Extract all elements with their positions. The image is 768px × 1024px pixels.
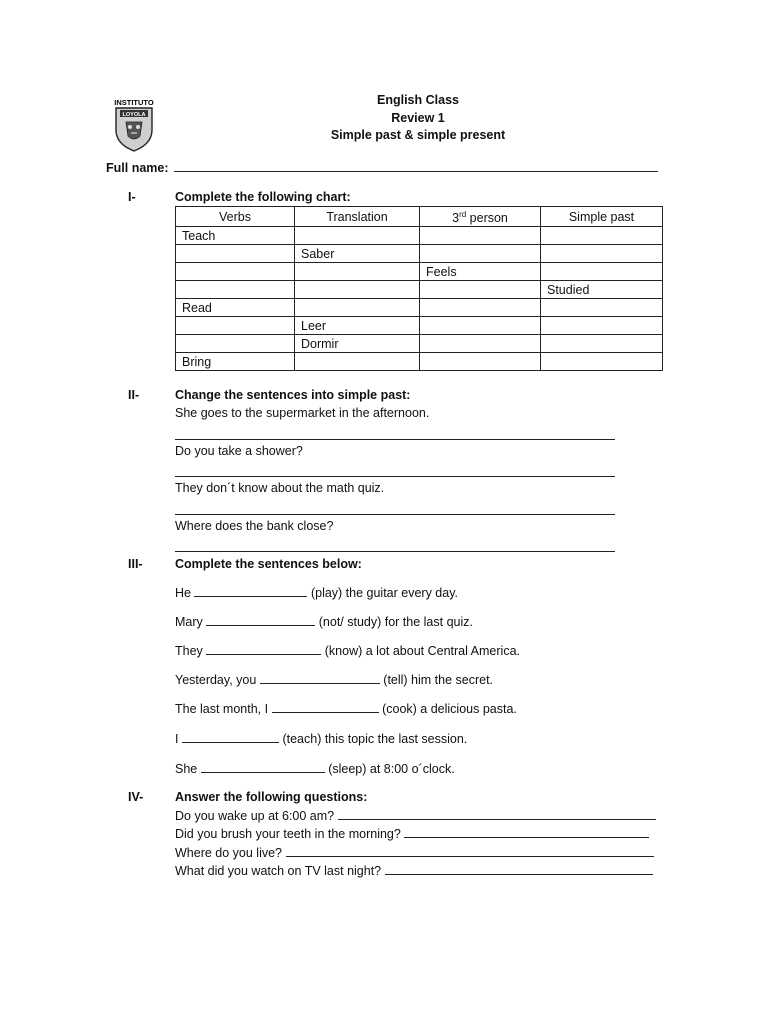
- fill-item-after: (cook) a delicious pasta.: [382, 702, 517, 716]
- sentence-3: They don´t know about the math quiz.: [175, 481, 385, 495]
- fill-item-before: He: [175, 586, 191, 600]
- question-text: Do you wake up at 6:00 am?: [175, 809, 335, 823]
- fill-blank[interactable]: [206, 614, 315, 626]
- section-2-title: Change the sentences into simple past:: [175, 388, 411, 402]
- question-1: [175, 808, 656, 823]
- fill-item-after: (play) the guitar every day.: [310, 586, 459, 600]
- fill-item-7: [175, 761, 455, 776]
- chart-cell[interactable]: [295, 227, 420, 245]
- fill-item-before: They: [175, 644, 203, 658]
- fill-blank[interactable]: [194, 585, 307, 597]
- section-4-number: IV-: [128, 790, 144, 804]
- table-row: [176, 245, 663, 263]
- fill-item-4: [175, 672, 493, 687]
- question-4: [175, 863, 653, 878]
- chart-cell[interactable]: [541, 263, 663, 281]
- fill-item-after: (tell) him the secret.: [383, 673, 494, 687]
- question-text: Did you brush your teeth in the morning?: [175, 827, 401, 841]
- table-row: [176, 317, 663, 335]
- fill-item-before: She: [175, 762, 198, 776]
- chart-cell: Dormir: [295, 335, 420, 353]
- chart-cell[interactable]: [176, 245, 295, 263]
- answer-line-1[interactable]: [175, 439, 615, 440]
- answer-blank[interactable]: [286, 845, 654, 857]
- chart-cell[interactable]: [295, 299, 420, 317]
- chart-header-verbs: Verbs: [176, 207, 295, 227]
- chart-cell[interactable]: [176, 281, 295, 299]
- table-row: [176, 227, 663, 245]
- fill-item-after: (not/ study) for the last quiz.: [318, 615, 473, 629]
- chart-cell[interactable]: [541, 353, 663, 371]
- logo-text-top: INSTITUTO: [114, 98, 154, 107]
- section-3-title: Complete the sentences below:: [175, 557, 362, 571]
- table-row: [176, 281, 663, 299]
- question-text: Where do you live?: [175, 846, 283, 860]
- fill-item-after: (know) a lot about Central America.: [324, 644, 520, 658]
- chart-cell[interactable]: [295, 263, 420, 281]
- chart-cell[interactable]: [420, 281, 541, 299]
- section-1-title: Complete the following chart:: [175, 190, 351, 204]
- table-row: [176, 299, 663, 317]
- table-row: [176, 353, 663, 371]
- answer-line-4[interactable]: [175, 551, 615, 552]
- chart-cell: Teach: [176, 227, 295, 245]
- chart-cell: Studied: [541, 281, 663, 299]
- chart-cell[interactable]: [541, 245, 663, 263]
- chart-cell[interactable]: [420, 353, 541, 371]
- chart-cell[interactable]: [176, 317, 295, 335]
- chart-cell[interactable]: [176, 335, 295, 353]
- full-name-label: Full name:: [106, 161, 169, 175]
- fill-blank[interactable]: [272, 701, 379, 713]
- fill-blank[interactable]: [182, 731, 279, 743]
- fill-item-6: [175, 731, 467, 746]
- answer-blank[interactable]: [404, 826, 649, 838]
- chart-header-translation: Translation: [295, 207, 420, 227]
- question-text: What did you watch on TV last night?: [175, 864, 382, 878]
- answer-blank[interactable]: [338, 808, 656, 820]
- fill-item-before: Yesterday, you: [175, 673, 257, 687]
- chart-cell[interactable]: [420, 299, 541, 317]
- chart-cell[interactable]: [541, 227, 663, 245]
- chart-cell[interactable]: [541, 299, 663, 317]
- chart-cell[interactable]: [541, 335, 663, 353]
- class-title: English Class: [377, 93, 459, 107]
- fill-item-before: I: [175, 732, 179, 746]
- topic-title: Simple past & simple present: [330, 128, 506, 142]
- answer-line-2[interactable]: [175, 476, 615, 477]
- fill-item-1: [175, 585, 458, 600]
- section-2-number: II-: [128, 388, 140, 402]
- fill-item-3: [175, 643, 520, 658]
- fill-item-5: [175, 701, 517, 716]
- fill-blank[interactable]: [206, 643, 321, 655]
- section-4-title: Answer the following questions:: [175, 790, 368, 804]
- logo-text-bottom: LOYOLA: [122, 112, 146, 118]
- chart-cell[interactable]: [541, 317, 663, 335]
- sentence-1: She goes to the supermarket in the afternoon.: [175, 406, 430, 420]
- fill-item-2: [175, 614, 473, 629]
- question-2: [175, 826, 649, 841]
- table-row: [176, 263, 663, 281]
- third-person-rest: person: [466, 211, 508, 226]
- fill-blank[interactable]: [201, 761, 325, 773]
- chart-cell[interactable]: [420, 227, 541, 245]
- chart-cell: Read: [176, 299, 295, 317]
- answer-line-3[interactable]: [175, 514, 615, 515]
- full-name-row: [106, 160, 658, 175]
- chart-cell[interactable]: [420, 335, 541, 353]
- answer-blank[interactable]: [385, 863, 653, 875]
- chart-cell[interactable]: [176, 263, 295, 281]
- section-3-number: III-: [128, 557, 143, 571]
- fill-item-after: (sleep) at 8:00 o´clock.: [328, 762, 455, 776]
- chart-cell[interactable]: [420, 245, 541, 263]
- worksheet-header: [0, 92, 768, 145]
- chart-cell: Feels: [420, 263, 541, 281]
- third-person-sup: rd: [459, 210, 467, 219]
- chart-cell[interactable]: [295, 353, 420, 371]
- third-person-num: 3: [452, 211, 460, 226]
- fill-item-before: The last month, I: [175, 702, 269, 716]
- table-row: [176, 335, 663, 353]
- fill-blank[interactable]: [260, 672, 380, 684]
- chart-header-row: [176, 207, 663, 227]
- chart-header-simple-past: Simple past: [541, 207, 663, 227]
- full-name-blank[interactable]: [174, 160, 658, 172]
- chart-cell: Leer: [295, 317, 420, 335]
- chart-cell[interactable]: [420, 317, 541, 335]
- fill-item-after: (teach) this topic the last session.: [282, 732, 468, 746]
- question-3: [175, 845, 654, 860]
- review-title: Review 1: [391, 110, 445, 125]
- verb-chart: [175, 206, 663, 371]
- fill-item-before: Mary: [175, 615, 203, 629]
- chart-cell: Bring: [176, 353, 295, 371]
- chart-cell: Saber: [295, 245, 420, 263]
- sentence-2: Do you take a shower?: [175, 444, 303, 458]
- chart-header-third-person: [420, 207, 541, 227]
- sentence-4: Where does the bank close?: [175, 519, 334, 533]
- section-1-number: I-: [128, 190, 136, 204]
- chart-cell[interactable]: [295, 281, 420, 299]
